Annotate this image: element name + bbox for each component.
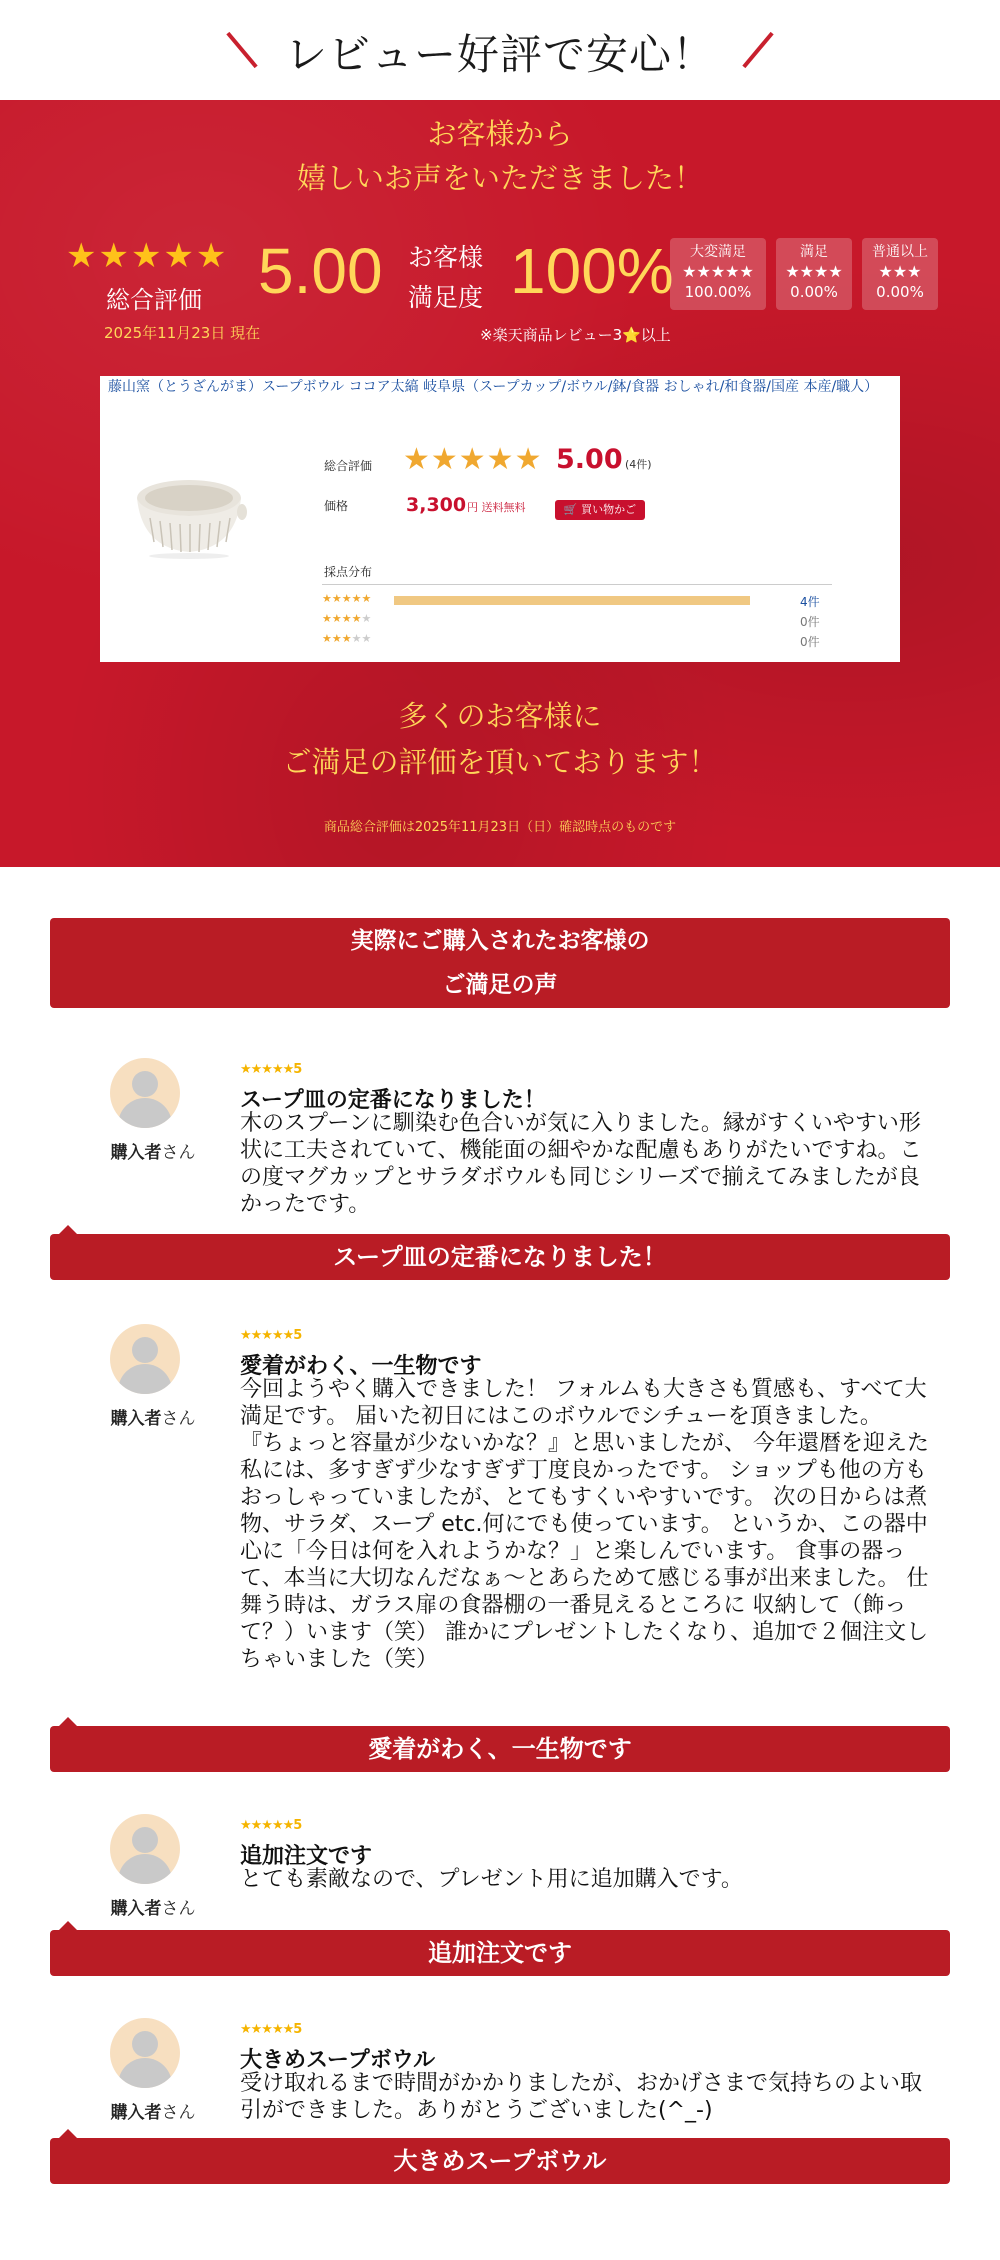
- review-title: 愛着がわく、一生物です: [240, 1354, 482, 1379]
- banner-heading-line1: お客様から: [427, 117, 573, 151]
- buyer-suffix: さん: [161, 1143, 196, 1163]
- distribution-stars-off: ★: [361, 612, 372, 625]
- distribution-stars: [322, 632, 371, 645]
- breakdown-stars: ★★★★: [785, 262, 843, 281]
- rating-banner: [0, 100, 1000, 867]
- breakdown-box-very-satisfied: [670, 238, 766, 310]
- price-label: 価格: [324, 499, 349, 513]
- review-title: 追加注文です: [240, 1844, 373, 1869]
- voices-heading-line1: 実際にご購入されたお客様の: [350, 928, 650, 954]
- distribution-stars-on: ★★★★★: [322, 592, 372, 605]
- banner-heading-line2: 嬉しいお声をいただきました！: [296, 161, 703, 195]
- satisfaction-label: [408, 238, 483, 318]
- avatar: [110, 1324, 180, 1394]
- review-bar-label: 大きめスープボウル: [393, 2147, 607, 2175]
- rating-score: 5.00: [556, 444, 623, 475]
- buyer-label: 購入者: [110, 1409, 162, 1429]
- breakdown-box-average: [862, 238, 938, 310]
- review-body: とても素敵なので、プレゼント用に追加購入です。: [240, 1867, 743, 1892]
- page-header: [0, 0, 1000, 100]
- overall-label: 総合評価: [106, 286, 202, 314]
- banner-footer-note: 商品総合評価は2025年11月23日（日）確認時点のものです: [323, 820, 677, 835]
- review-stars: ★★★★★5: [240, 1062, 302, 1077]
- avatar: [110, 1058, 180, 1128]
- review-stars: ★★★★★5: [240, 2022, 302, 2037]
- distribution-row-5: [322, 592, 922, 608]
- distribution-label: 採点分布: [324, 565, 373, 579]
- review-bar-label: スープ皿の定番になりました！: [333, 1243, 667, 1271]
- buyer-label: 購入者: [110, 1143, 162, 1163]
- breakdown-box-satisfied: [776, 238, 852, 310]
- distribution-divider: [322, 584, 832, 585]
- breakdown-label: 満足: [800, 244, 828, 260]
- buyer-suffix: さん: [161, 1899, 196, 1919]
- buyer-name: [98, 1138, 208, 1163]
- buyer-suffix: さん: [161, 1409, 196, 1429]
- review-title-bar: [50, 1234, 950, 1280]
- buyer-name: [98, 1404, 208, 1429]
- breakdown-stars: ★★★: [878, 262, 922, 281]
- buyer-label: 購入者: [110, 2103, 162, 2123]
- product-title-link[interactable]: 藤山窯（とうざんがま）スープボウル ココア太縞 岐阜県（スープカップ/ボウル/鉢/食器 おしゃれ/和食器/国産 本産/職人）: [108, 379, 879, 395]
- avatar: [110, 1814, 180, 1884]
- banner-footer-line2: ご満足の評価を頂いております！: [282, 745, 718, 779]
- distribution-count: 0件: [800, 635, 820, 649]
- distribution-count: 0件: [800, 615, 820, 629]
- add-to-cart-button[interactable]: 🛒 買い物かご: [555, 500, 645, 520]
- distribution-row-4: [322, 612, 922, 628]
- breakdown-label: 大変満足: [690, 244, 746, 260]
- distribution-count-link[interactable]: 4件: [800, 595, 820, 609]
- overall-score: 5.00: [258, 235, 383, 307]
- review-title: 大きめスープボウル: [240, 2048, 436, 2073]
- buyer-label: 購入者: [110, 1899, 162, 1919]
- rating-label: 総合評価: [324, 459, 373, 473]
- satisfaction-label-1: お客様: [408, 243, 484, 272]
- overall-date: 2025年11月23日 現在: [104, 324, 261, 342]
- distribution-stars-off: ★★: [351, 632, 372, 645]
- product-review-card: [100, 376, 900, 662]
- banner-footer-line1: 多くのお客様に: [398, 699, 602, 733]
- distribution-stars-on: ★★★★: [322, 612, 362, 625]
- distribution-bar: [394, 596, 750, 605]
- customer-voices-heading: [50, 918, 950, 1008]
- distribution-stars: [322, 612, 371, 625]
- review-body: 受け取れるまで時間がかかりましたが、おかげさまで気持ちのよい取引ができました。ありがとうございました(^_-): [240, 2071, 923, 2123]
- review-bar-label: 愛着がわく、一生物です: [368, 1735, 632, 1763]
- distribution-stars-on: ★★★: [322, 632, 352, 645]
- review-body: 今回ようやく購入できました！ フォルムも大きさも質感も、すべて大満足です。 届いた初日にはこのボウルでシチューを頂きました。 『ちょっと容量が少ないかな？』と思いましたが、 今年還暦を迎えた私には、多すぎず少なすぎず丁度良かったです。 ショップも他の方もおっしゃっていましたが、とてもすくいやすいです。 次の日からは煮物、サラダ、スープ etc.何にでも使っています。 というか、この器中心に「今日は何を入れようかな？」と楽しんでいます。 食事の器って、本当に大切なんだなぁ～とあらためて感じる事が出来ました。 仕舞う時は、ガラス扉の食器棚の一番見えるところに 収納して（飾って？）います（笑） 誰かにプレゼントしたくなり、追加で２個注文しちゃいました（笑）: [240, 1377, 929, 1672]
- review-bar-label: 追加注文です: [428, 1939, 572, 1967]
- buyer-name: [98, 2098, 208, 2123]
- breakdown-label: 普通以上: [872, 244, 928, 260]
- review-title-bar: [50, 2138, 950, 2184]
- distribution-bar-fill: [394, 596, 750, 605]
- review-title-bar: [50, 1726, 950, 1772]
- satisfaction-label-2: 満足度: [408, 283, 484, 312]
- price-unit: 円 送料無料: [467, 501, 526, 514]
- price-value: 3,300: [406, 494, 467, 516]
- distribution-stars: [322, 592, 371, 605]
- avatar: [110, 2018, 180, 2088]
- rating-stars: ★★★★★: [403, 442, 543, 477]
- breakdown-percent: 0.00%: [876, 283, 924, 301]
- page-title: レビュー好評で安心！: [284, 30, 715, 79]
- review-stars: ★★★★★5: [240, 1328, 302, 1343]
- breakdown-stars: ★★★★★: [682, 262, 754, 281]
- review-title: スープ皿の定番になりました！: [240, 1088, 546, 1113]
- review-stars: ★★★★★5: [240, 1818, 302, 1833]
- rating-count: (4件): [625, 458, 652, 471]
- distribution-row-3: [322, 632, 922, 648]
- product-bowl-image: [130, 468, 248, 560]
- breakdown-percent: 0.00%: [790, 283, 838, 301]
- satisfaction-note: ※楽天商品レビュー3⭐以上: [480, 326, 671, 344]
- overall-stars: ★★★★★: [66, 236, 229, 276]
- breakdown-percent: 100.00%: [684, 283, 752, 301]
- review-title-bar: [50, 1930, 950, 1976]
- review-body: 木のスプーンに馴染む色合いが気に入りました。縁がすくいやすい形状に工夫されていて、機能面の細やかな配慮もありがたいですね。この度マグカップとサラダボウルも同じシリーズで揃えてみましたが良かったです。: [240, 1111, 922, 1217]
- voices-heading-line2: ご満足の声: [442, 972, 558, 998]
- buyer-suffix: さん: [161, 2103, 196, 2123]
- satisfaction-value: 100%: [510, 235, 674, 307]
- buyer-name: [98, 1894, 208, 1919]
